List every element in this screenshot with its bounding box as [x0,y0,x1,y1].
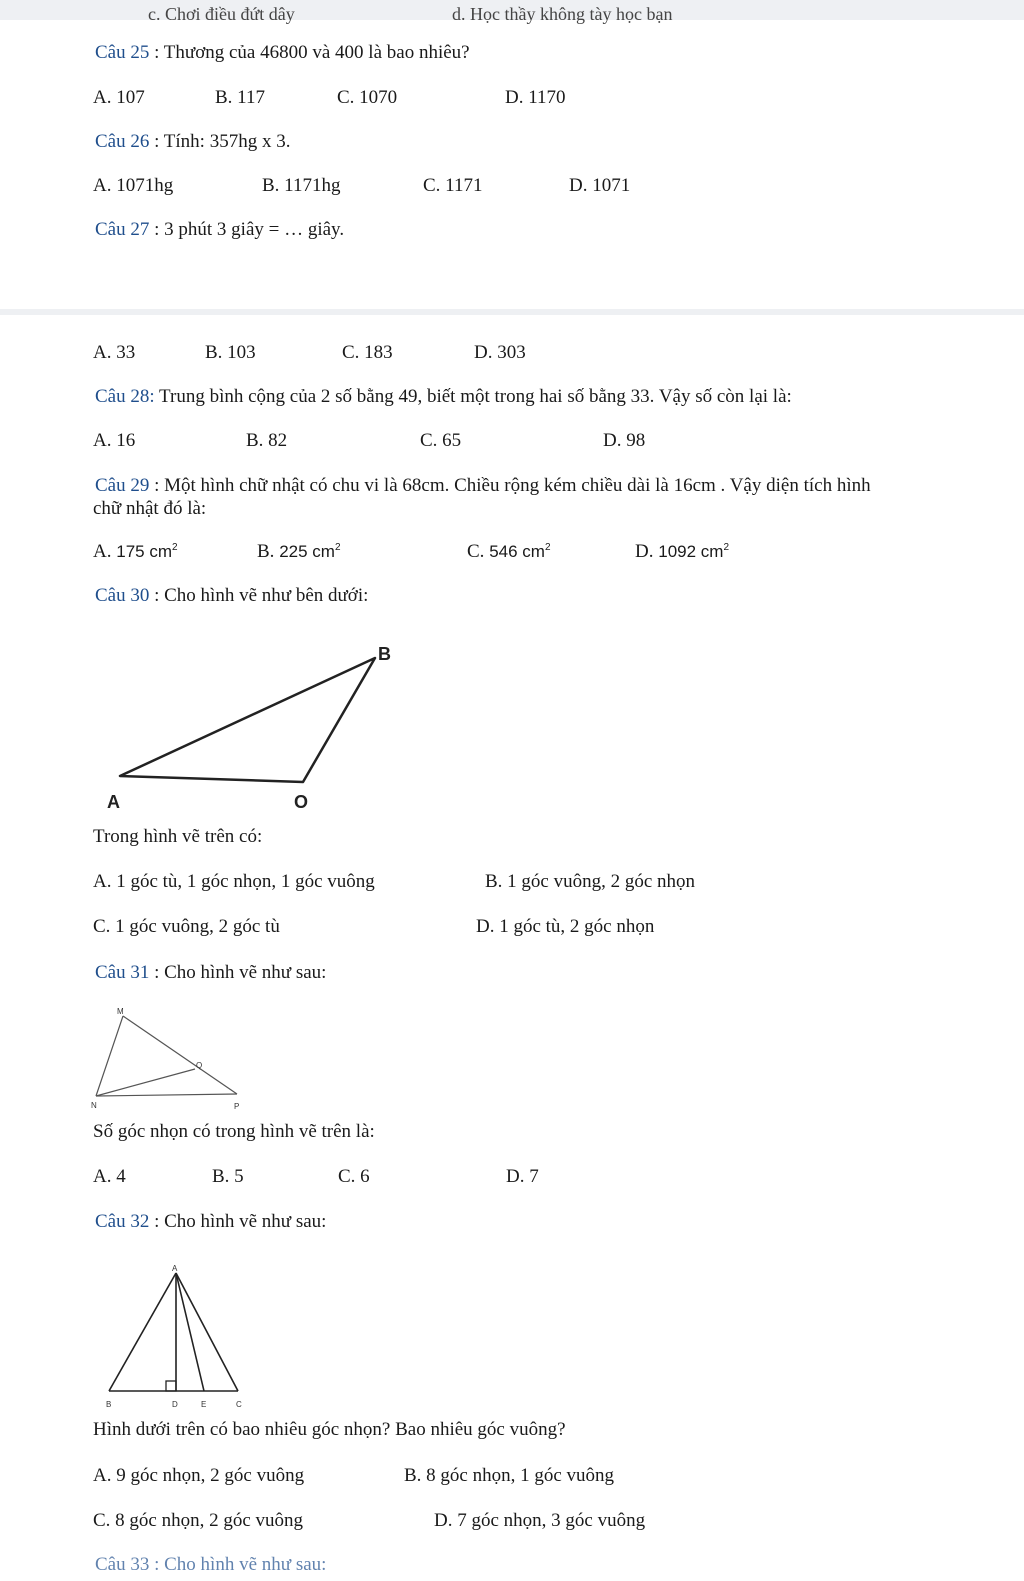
option-a: A. 4 [93,1166,126,1187]
option-prefix: D. [635,541,654,562]
option-value: 1092 cm [658,542,724,561]
question-text: : Cho hình vẽ như bên dưới: [149,585,369,606]
label-m: M [117,1007,124,1016]
option-a: A. 107 [93,87,145,108]
label-a: A [172,1264,178,1273]
segment-np [96,1094,237,1096]
triangle-aob [120,658,375,782]
option-exponent: 2 [544,542,551,553]
question-label: Câu 25 [95,42,150,63]
question-label: Câu 28: [95,386,155,407]
option-exponent: 2 [334,542,341,553]
segment-mp [123,1016,237,1094]
question-33-cut: Câu 33 : Cho hình vẽ như sau: [95,1554,327,1575]
question-label: Câu 32 [95,1211,150,1232]
question-text: : Một hình chữ nhật có chu vi là 68cm. Chiều rộng kém chiều dài là 16cm . Vậy diện tích hình [149,475,871,496]
option-value: 175 cm [116,542,172,561]
segment-ae [176,1273,204,1391]
label-b: B [106,1400,112,1409]
option-c: C. 65 [420,430,462,451]
option-b: B. 8 góc nhọn, 1 góc vuông [404,1465,615,1486]
option-value: 225 cm [279,542,335,561]
option-c: C. 1070 [337,87,398,108]
option-prefix: B. [257,541,275,562]
option-a: A. 16 [93,430,136,451]
label-q: Q [196,1061,203,1070]
question-31 [95,962,326,984]
label-o: O [294,792,309,812]
option-value: 546 cm [489,542,545,561]
option-a: A. 33 [93,342,136,363]
option-prefix: A. [93,541,112,562]
question-label: Câu 27 [95,219,150,240]
option-d: D. 98 [603,430,646,451]
option-exponent: 2 [723,542,729,553]
figure-caption: Hình dưới trên có bao nhiêu góc nhọn? Bao nhiêu góc vuông? [93,1419,566,1440]
question-text: : Tính: 357hg x 3. [149,131,291,152]
figure-caption: Số góc nhọn có trong hình vẽ trên là: [93,1121,375,1142]
question-29-line2: chữ nhật đó là: [93,498,207,519]
segment-nq [96,1069,195,1096]
segment-ab [109,1273,176,1391]
option-prefix: C. [467,541,485,562]
option-c: C. 183 [342,342,393,363]
right-angle-mark [166,1381,176,1391]
option-a: A. 9 góc nhọn, 2 góc vuông [93,1465,305,1486]
question-label: Câu 31 [95,962,150,983]
option-b: B. 117 [215,87,265,108]
option-d: D. 1 góc tù, 2 góc nhọn [476,916,655,937]
option-d: D. 303 [474,342,526,363]
option-c: C. 8 góc nhọn, 2 góc vuông [93,1510,304,1531]
figure-caption: Trong hình vẽ trên có: [93,826,263,847]
question-label: Câu 30 [95,585,150,606]
option-d: D. 7 [506,1166,539,1187]
option-b: B. 1 góc vuông, 2 góc nhọn [485,871,696,892]
question-label: Câu 26 [95,131,150,152]
option-b: B. 5 [212,1166,244,1187]
option-d: D. 1071 [569,175,631,196]
label-n: N [91,1101,97,1110]
question-text: : Thương của 46800 và 400 là bao nhiêu? [149,42,470,63]
option-b: B. 103 [205,342,256,363]
segment-ac [176,1273,238,1391]
option-exponent: 2 [171,542,178,553]
segment-mn [96,1016,123,1096]
label-c: C [236,1400,242,1409]
question-text: : Cho hình vẽ như sau: [149,1211,327,1232]
option-c: C. 1171 [423,175,483,196]
label-p: P [234,1102,240,1111]
option-b: B. 1171hg [262,175,341,196]
option-a: A. 1071hg [93,175,174,196]
label-e: E [201,1400,207,1409]
top-cut-option-d: d. Học thầy không tày học bạn [452,4,673,24]
question-32 [95,1211,326,1233]
option-a: A. 1 góc tù, 1 góc nhọn, 1 góc vuông [93,871,375,892]
label-b: B [378,644,391,664]
option-d: D. 1170 [505,87,566,108]
option-b: B. 82 [246,430,288,451]
option-c: C. 1 góc vuông, 2 góc tù [93,916,280,937]
top-cut-option-c: c. Chơi điều đứt dây [148,4,295,24]
option-c: C. 6 [338,1166,370,1187]
question-text: : 3 phút 3 giây = … giây. [149,219,345,240]
label-a: A [107,792,120,812]
question-text: : Cho hình vẽ như sau: [149,962,327,983]
question-text: Trung bình cộng của 2 số bằng 49, biết một trong hai số bằng 33. Vậy số còn lại là: [154,386,792,407]
option-d: D. 7 góc nhọn, 3 góc vuông [434,1510,646,1531]
label-d: D [172,1400,178,1409]
question-label: Câu 29 [95,475,150,496]
